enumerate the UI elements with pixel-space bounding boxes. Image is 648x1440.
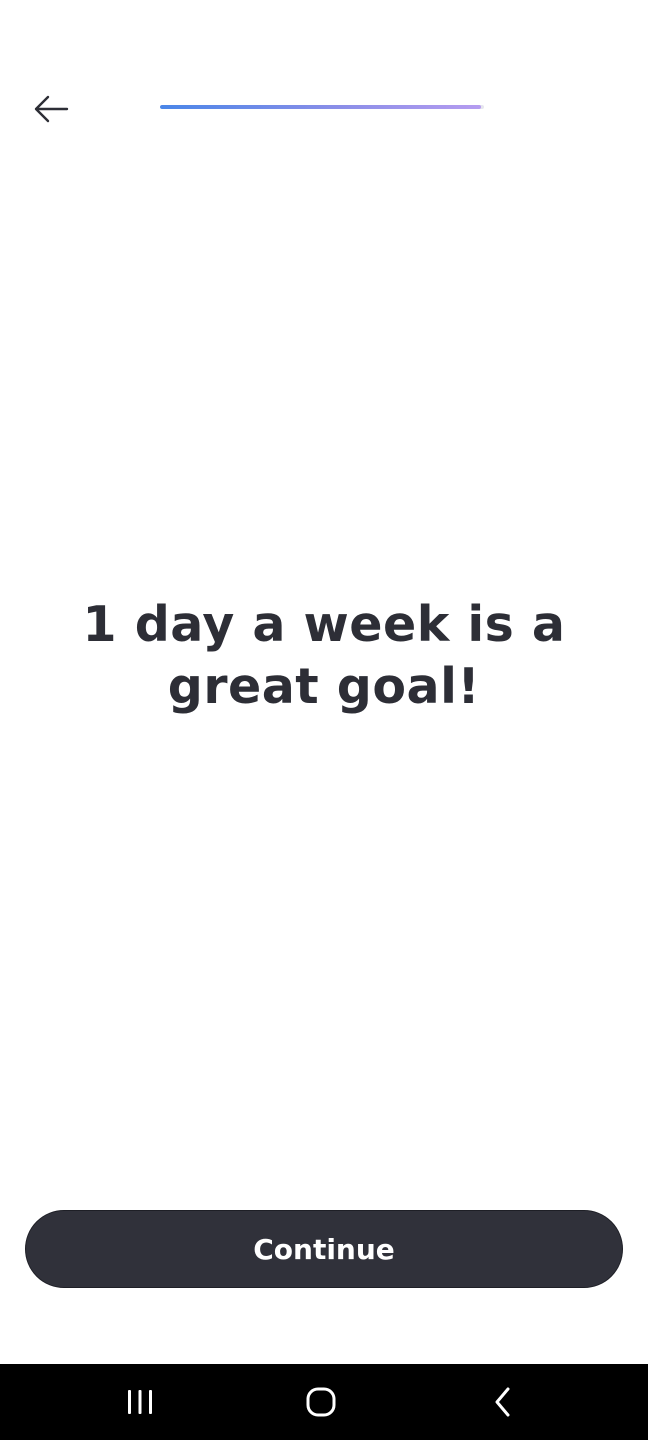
system-back-button[interactable] [473,1376,533,1428]
back-chevron-icon [492,1386,514,1418]
recent-apps-button[interactable] [110,1376,170,1428]
progress-bar [160,105,484,109]
continue-button[interactable]: Continue [25,1210,623,1288]
progress-bar-fill [160,105,481,109]
home-icon [305,1386,337,1418]
goal-headline: 1 day a week is a great goal! [82,596,566,715]
home-button[interactable] [291,1376,351,1428]
back-button[interactable] [26,84,76,134]
arrow-left-icon [32,94,70,124]
system-navigation-bar [0,1364,648,1440]
recent-apps-icon [125,1388,155,1416]
